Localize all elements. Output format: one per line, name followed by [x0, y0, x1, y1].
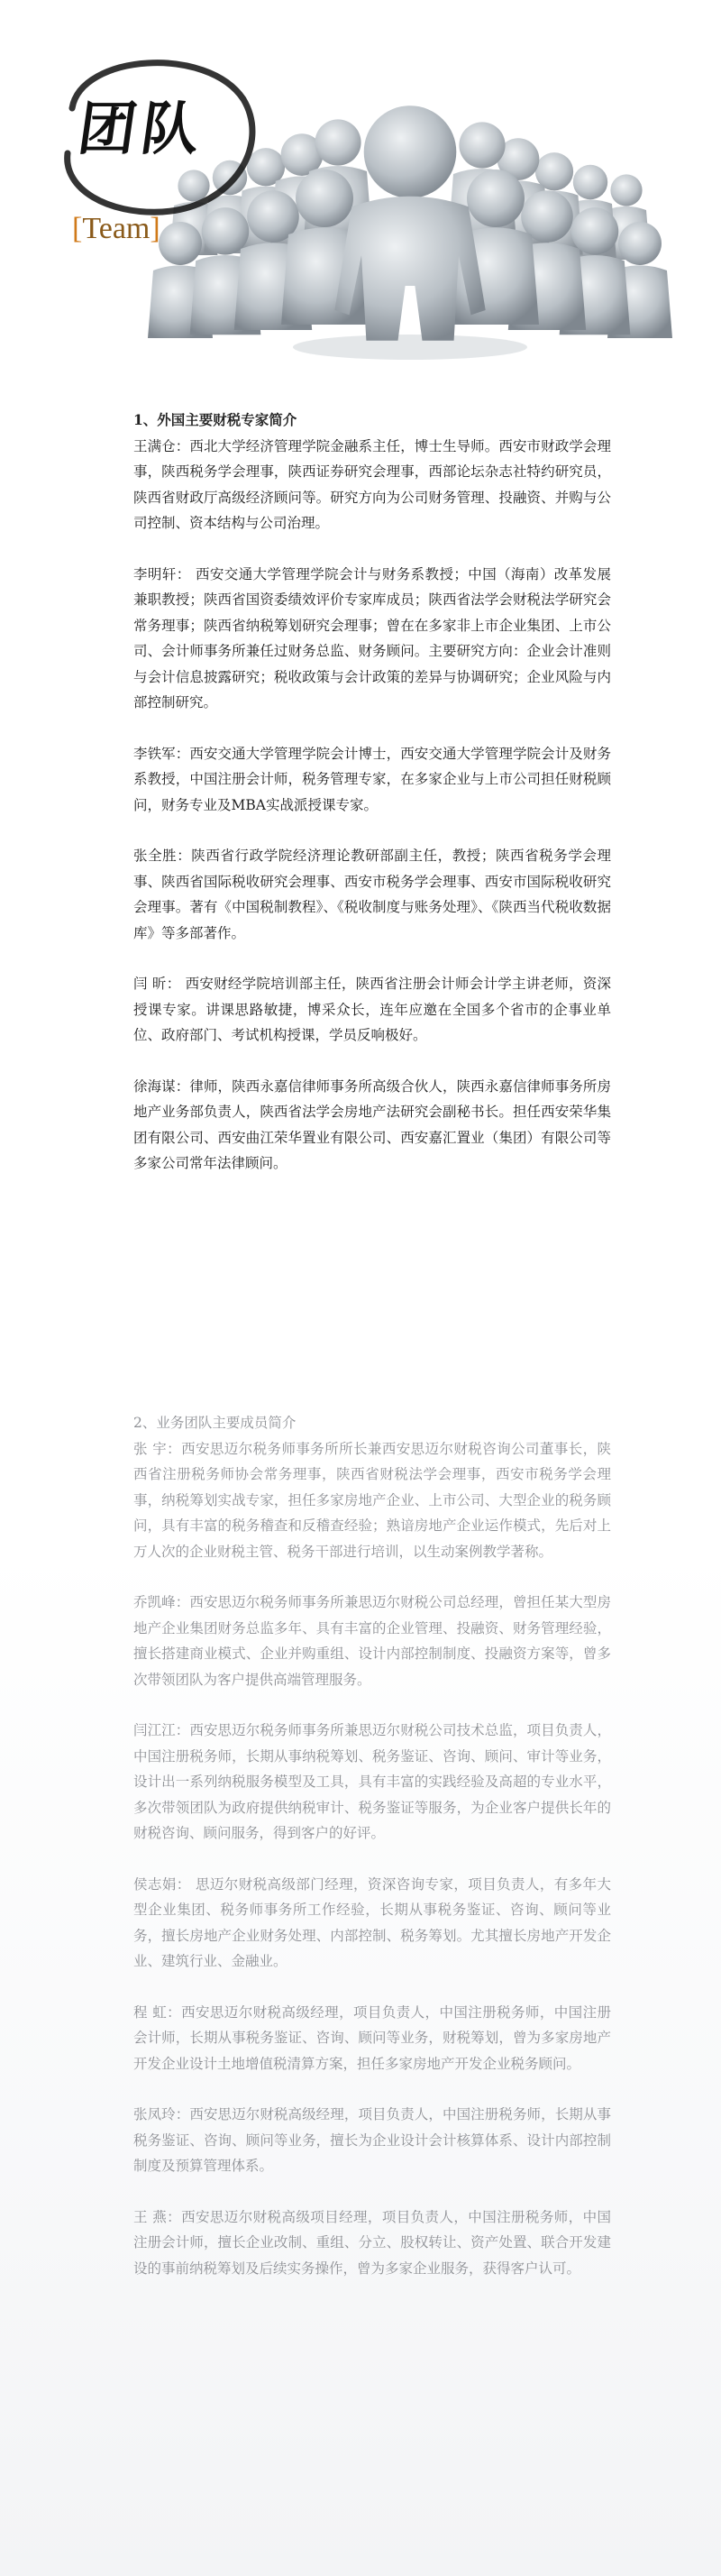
member-bio: 张凤玲：西安思迈尔财税高级经理，项目负责人，中国注册税务师，长期从事税务鉴证、咨询、顾问等业务，擅长为企业设计会计核算体系、设计内部控制制度及预算管理体系。 [133, 2106, 611, 2174]
member-bio: 程 虹：西安思迈尔财税高级经理，项目负责人，中国注册税务师，中国注册会计师，长期从事税务鉴证、咨询、顾问等业务，财税筹划，曾为多家房地产开发企业设计土地增值税清算方案，担任多家房地产开发企业税务顾问。 [133, 2003, 611, 2072]
expert-bio: 徐海谋：律师，陕西永嘉信律师事务所高级合伙人，陕西永嘉信律师事务所房地产业务部负责人，陕西省法学会房地产法研究会副秘书长。担任西安荣华集团有限公司、西安曲江荣华置业有限公司、西安嘉汇置业（集团）有限公司等多家公司常年法律顾问。 [133, 1077, 611, 1171]
section-team-members [133, 1410, 611, 2306]
page-title-en-text: Team [82, 212, 151, 245]
bracket-left: [ [72, 212, 83, 245]
member-bio: 侯志娟： 思迈尔财税高级部门经理，资深咨询专家，项目负责人，有多年大型企业集团、税务师事务所工作经验，长期从事税务鉴证、咨询、顾问等业务，擅长房地产企业财务处理、内部控制、税务筹划。尤其擅长房地产开发企业、建筑行业、金融业。 [133, 1875, 611, 1969]
section-title: 2、业务团队主要成员简介 [133, 1415, 297, 1431]
expert-bio: 闫 昕： 西安财经学院培训部主任，陕西省注册会计师会计学主讲老师，资深授课专家。讲课思路敏捷，博采众长，连年应邀在全国多个省市的企事业单位、政府部门、考试机构授课，学员反响极好。 [133, 976, 611, 1043]
member-bio: 乔凯峰：西安思迈尔税务师事务所兼思迈尔财税公司总经理，曾担任某大型房地产企业集团财务总监多年、具有丰富的企业管理、投融资、财务管理经验，擅长搭建商业模式、企业并购重组、设计内部控制制度、投融资方案等，曾多次带领团队为客户提供高端管理服务。 [133, 1594, 611, 1688]
section-title: 1、外国主要财税专家简介 [133, 411, 297, 428]
expert-bio: 李明轩： 西安交通大学管理学院会计与财务系教授；中国（海南）改革发展兼职教授；陕西省国资委绩效评价专家库成员；陕西省法学会财税法学研究会常务理事；陕西省纳税筹划研究会理事；曾在在多家非上市企业集团、上市公司、会计师事务所兼任过财务总监、财务顾问。主要研究方向：企业会计准则与会计信息披露研究；税收政策与会计政策的差异与协调研究；企业风险与内部控制研究。 [133, 565, 611, 710]
expert-bio: 王满仓：西北大学经济管理学院金融系主任，博士生导师。西安市财政学会理事，陕西税务学会理事，陕西证券研究会理事，西部论坛杂志社特约研究员，陕西省财政厅高级经济顾问等。研究方向为公司财务管理、投融资、并购与公司控制、资本结构与公司治理。 [133, 437, 611, 531]
bracket-right: ] [150, 212, 160, 245]
expert-bio: 张全胜：陕西省行政学院经济理论教研部副主任，教授；陕西省税务学会理事、陕西省国际税收研究会理事、西安市税务学会理事、西安市国际税收研究会理事。著有《中国税制教程》、《税收制度与账务处理》、《陕西当代税收数据库》等多部著作。 [133, 848, 611, 941]
expert-bio: 李铁军：西安交通大学管理学院会计博士，西安交通大学管理学院会计及财务系教授，中国注册会计师，税务管理专家，在多家企业与上市公司担任财税顾问，财务专业及MBA实战派授课专家。 [133, 745, 611, 813]
member-bio: 闫江江：西安思迈尔税务师事务所兼思迈尔财税公司技术总监，项目负责人，中国注册税务师，长期从事纳税筹划、税务鉴证、咨询、顾问、审计等业务，设计出一系列纳税服务模型及工具，具有丰富的实践经验及高超的专业水平，多次带领团队为政府提供纳税审计、税务鉴证等服务，为企业客户提供长年的财税咨询、顾问服务，得到客户的好评。 [133, 1722, 611, 1841]
team-figures-illustration [0, 0, 721, 379]
section-experts [133, 408, 611, 1202]
page-title-en [72, 212, 160, 246]
member-bio: 张 宇：西安思迈尔税务师事务所所长兼西安思迈尔财税咨询公司董事长，陕西省注册税务师协会常务理事，陕西省财税法学会理事，西安市税务学会理事，纳税筹划实战专家，担任多家房地产企业、上市公司、大型企业的税务顾问，具有丰富的税务稽查和反稽查经验；熟谙房地产企业运作模式，先后对上万人次的企业财税主管、税务干部进行培训，以生动案例教学著称。 [133, 1440, 611, 1560]
page-title-zh: 团队 [73, 96, 210, 163]
hero-banner [0, 0, 721, 379]
member-bio: 王 燕：西安思迈尔财税高级项目经理，项目负责人，中国注册税务师，中国注册会计师，擅长企业改制、重组、分立、股权转让、资产处置、联合开发建设的事前纳税筹划及后续实务操作，曾为多家企业服务，获得客户认可。 [133, 2208, 611, 2277]
